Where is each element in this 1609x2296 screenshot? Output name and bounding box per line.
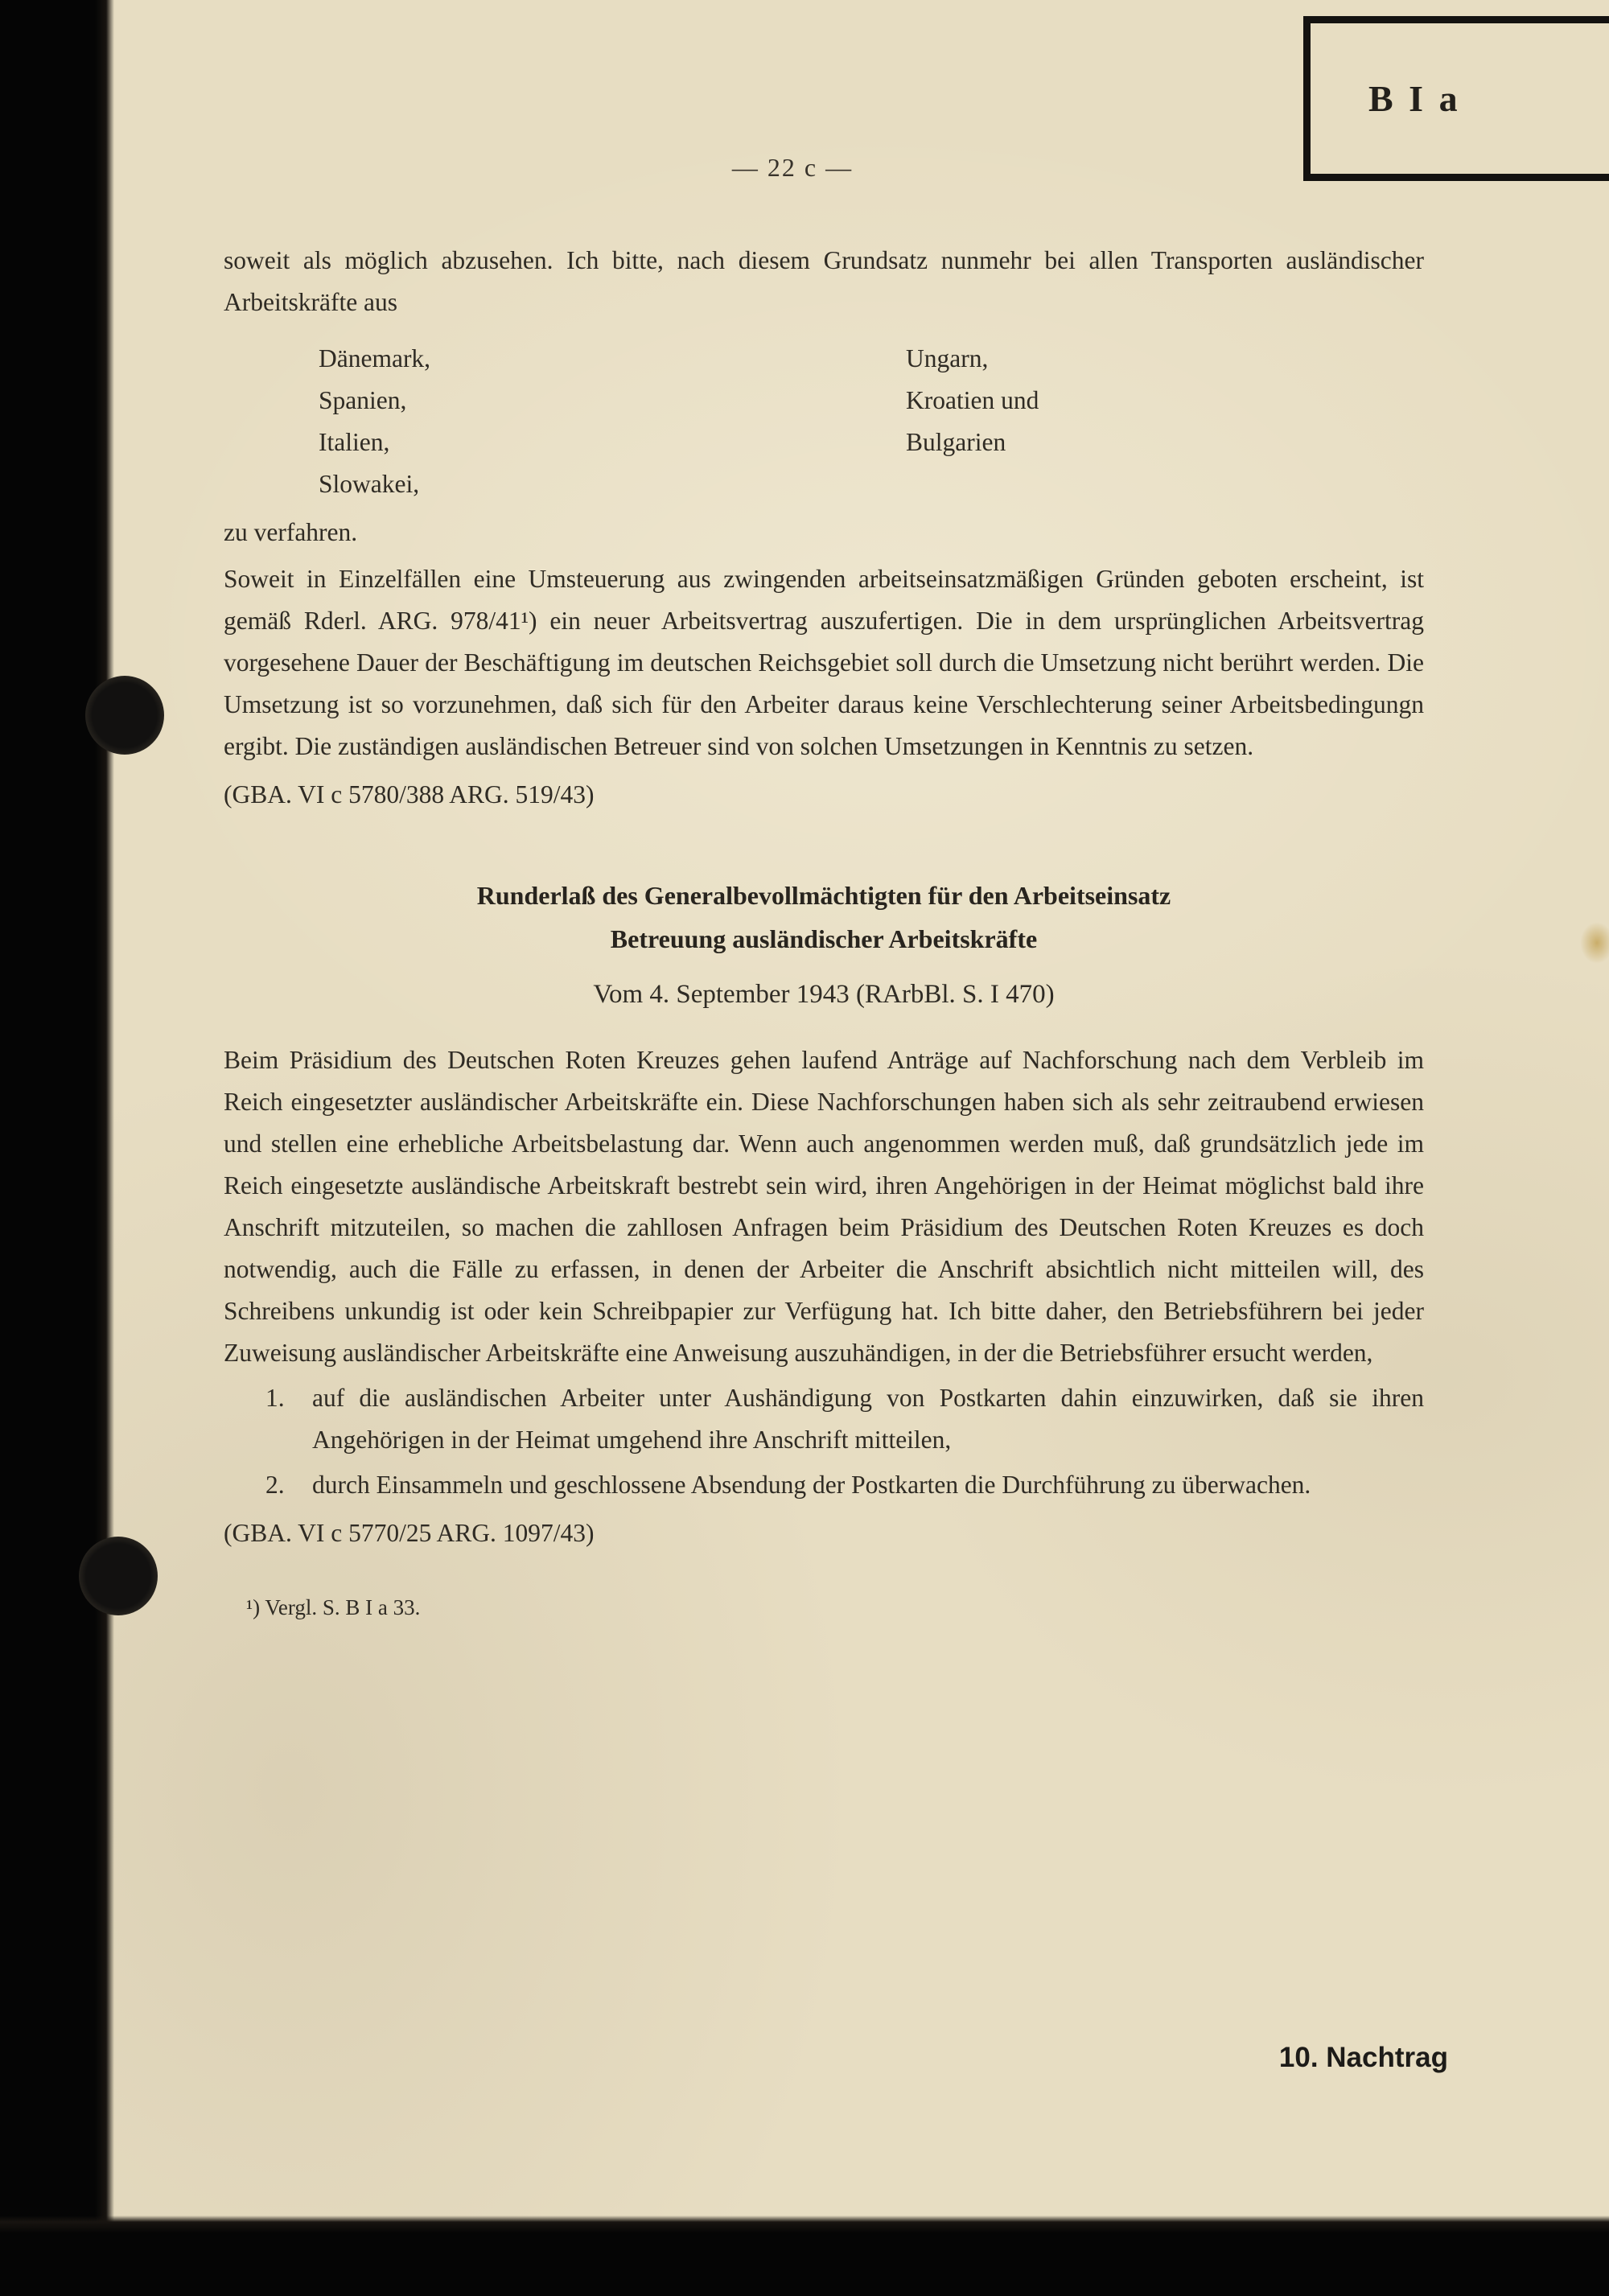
page-number: — 22 c — xyxy=(731,153,854,182)
paper-smudge xyxy=(1580,922,1609,964)
scan-edge-bottom xyxy=(0,2216,1609,2296)
scan-edge-left xyxy=(0,0,114,2296)
country-item: Dänemark, xyxy=(319,344,431,372)
numbered-item-2 xyxy=(224,1464,1424,1506)
country-item: Bulgarien xyxy=(906,428,1006,456)
country-item: Ungarn, xyxy=(906,344,989,372)
country-item: Spanien, xyxy=(319,386,407,414)
punch-hole-bottom xyxy=(79,1537,158,1615)
corner-label: B I a xyxy=(1368,78,1461,119)
paragraph-rotes-kreuz: Beim Präsidium des Deutschen Roten Kreuzes gehen laufend Anträge auf Nachforschung nach dem Verbleib im Reich eingesetzter ausländischer Arbeitskräfte ein. Diese Nachforschungen haben sich als sehr zeitraubend erwiesen und stellen eine erhebliche Arbeitsbelastung dar. Wenn auch angenommen werden muß, daß grundsätzlich jede im Reich eingesetzte ausländische Arbeitskraft bestrebt sein wird, ihren Angehörigen in der Heimat möglichst bald ihre Anschrift mitzuteilen, so machen die zahllosen Anfragen beim Präsidium des Deutschen Roten Kreuzes es doch notwendig, auch die Fälle zu erfassen, in denen der Arbeiter die Anschrift absichtlich nicht mitteilen will, des Schreibens unkundig ist oder kein Schreibpapier zur Verfügung hat. Ich bitte daher, den Betriebsführern bei jeder Zuweisung ausländischer Arbeitskräfte eine Anweisung auszuhändigen, in der die Betriebsführer ersucht werden, xyxy=(224,1046,1424,1367)
supplement-label: 10. Nachtrag xyxy=(1278,2042,1448,2073)
country-item: Kroatien und xyxy=(906,386,1039,414)
paragraph-umsteuerung: Soweit in Einzelfällen eine Umsteuerung aus zwingenden arbeitseinsatzmäßigen Gründen geboten erscheint, ist gemäß Rderl. ARG. 978/41¹) ein neuer Arbeitsvertrag auszufertigen. Die in dem ursprünglichen Arbeitsvertrag vorgesehene Dauer der Beschäftigung im deutschen Reichsgebiet soll durch die Umsetzung nicht berührt werden. Die Umsetzung ist so vorzunehmen, daß sich für den Arbeiter daraus keine Verschlechterung seiner Arbeitsbedingungn ergibt. Die zuständigen ausländischen Betreuer sind von solchen Umsetzungen in Kenntnis zu setzen. xyxy=(224,565,1424,760)
reference-2: (GBA. VI c 5770/25 ARG. 1097/43) xyxy=(224,1519,595,1547)
country-list-right xyxy=(906,338,1039,463)
decree-heading-line2: Betreuung ausländischer Arbeitskräfte xyxy=(610,924,1038,953)
country-list-left xyxy=(319,338,1424,505)
list-number-1: 1. xyxy=(265,1384,285,1412)
numbered-item-1 xyxy=(224,1377,1424,1461)
list-number-2: 2. xyxy=(265,1471,285,1499)
document-body xyxy=(224,240,1424,1623)
footnote: ¹) Vergl. S. B I a 33. xyxy=(246,1595,421,1619)
decree-date-line: Vom 4. September 1943 (RArbBl. S. I 470) xyxy=(593,980,1055,1009)
country-list xyxy=(319,338,1424,505)
paragraph-zu-verfahren: zu verfahren. xyxy=(224,518,358,546)
country-item: Italien, xyxy=(319,428,390,456)
country-item: Slowakei, xyxy=(319,470,420,498)
list-text-1: auf die ausländischen Arbeiter unter Aushändigung von Postkarten dahin einzuwirken, daß sie ihren Angehörigen in der Heimat umgehend ihre Anschrift mitteilen, xyxy=(312,1384,1424,1454)
punch-hole-top xyxy=(85,676,164,755)
decree-heading-line1: Runderlaß des Generalbevollmächtigten für den Arbeitseinsatz xyxy=(476,881,1171,910)
reference-1: (GBA. VI c 5780/388 ARG. 519/43) xyxy=(224,780,595,809)
list-text-2: durch Einsammeln und geschlossene Absendung der Postkarten die Durchführung zu überwachen. xyxy=(312,1471,1311,1499)
paragraph-intro: soweit als möglich abzusehen. Ich bitte, nach diesem Grundsatz nunmehr bei allen Transporten ausländischer Arbeitskräfte aus xyxy=(224,246,1424,316)
